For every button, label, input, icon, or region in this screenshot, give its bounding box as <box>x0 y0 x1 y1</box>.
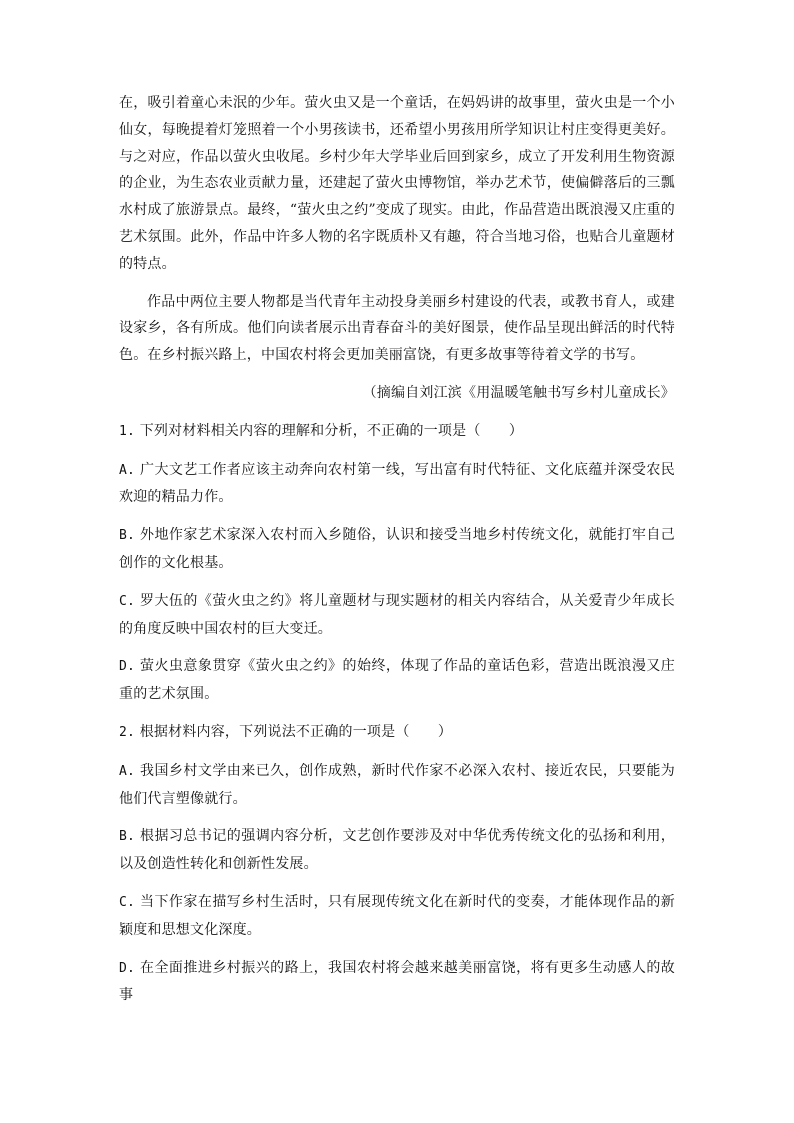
option-label: D. <box>119 659 136 675</box>
question-1-option-d <box>119 653 675 708</box>
option-label: C. <box>119 894 136 910</box>
option-label: C. <box>119 593 136 609</box>
question-1-text: 下列对材料相关内容的理解和分析，不正确的一项是（ ） <box>139 422 524 439</box>
paragraph-youth-builders: 作品中两位主要人物都是当代青年主动投身美丽乡村建设的代表，或教书育人，或建设家乡，各有所成。他们向读者展示出青春奋斗的美好图景，使作品呈现出鲜活的时代特色。在乡村振兴路上，中国农村将会更加美丽富饶，有更多故事等待着文学的书写。 <box>119 293 675 364</box>
option-text: 当下作家在描写乡村生活时，只有展现传统文化在新时代的变奏，才能体现作品的新颖度和思想文化深度。 <box>119 893 675 938</box>
option-label: B. <box>119 528 136 544</box>
question-2 <box>119 719 675 1009</box>
option-text: 外地作家艺术家深入农村而入乡随俗，认识和接受当地乡村传统文化，就能打牢自己创作的文化根基。 <box>119 527 675 571</box>
option-label: A. <box>119 462 136 478</box>
source-citation: （摘编自刘江滨《用温暖笔触书写乡村儿童成长》 <box>362 384 675 401</box>
question-2-text: 根据材料内容，下列说法不正确的一项是（ ） <box>139 723 453 740</box>
option-text: 萤火虫意象贯穿《萤火虫之约》的始终，体现了作品的童话色彩，营造出既浪漫又庄重的艺术氛围。 <box>119 658 675 703</box>
question-1-option-c <box>119 588 675 643</box>
question-2-option-b <box>119 823 675 878</box>
option-label: A. <box>119 763 136 779</box>
option-text: 我国乡村文学由来已久，创作成熟，新时代作家不必深入农村、接近农民，只要能为他们代言塑像就行。 <box>119 762 675 807</box>
option-label: D. <box>119 960 136 976</box>
option-text: 罗大伍的《萤火虫之约》将儿童题材与现实题材的相关内容结合，从关爱青少年成长的角度反映中国农村的巨大变迁。 <box>119 592 675 637</box>
question-1-option-a <box>119 457 675 512</box>
paragraph-continuation: 在，吸引着童心未泯的少年。萤火虫又是一个童话，在妈妈讲的故事里，萤火虫是一个小仙女，每晚提着灯笼照着一个小男孩读书，还希望小男孩用所学知识让村庄变得更美好。与之对应，作品以萤火虫收尾。乡村少年大学毕业后回到家乡，成立了开发利用生物资源的企业，为生态农业贡献力量，还建起了萤火虫博物馆，举办艺术节，使偏僻落后的三瓢水村成了旅游景点。最终，“萤火虫之约”变成了现实。由此，作品营造出既浪漫又庄重的艺术氛围。此外，作品中许多人物的名字既质朴又有趣，符合当地习俗，也贴合儿童题材的特点。 <box>119 95 675 272</box>
option-text: 根据习总书记的强调内容分析，文艺创作要涉及对中华优秀传统文化的弘扬和利用，以及创造性转化和创新性发展。 <box>119 828 675 873</box>
question-2-number: 2. <box>119 724 136 740</box>
question-1 <box>119 418 675 708</box>
question-2-stem <box>119 719 675 747</box>
question-2-option-c <box>119 889 675 944</box>
question-2-option-a <box>119 758 675 813</box>
question-2-option-d <box>119 955 675 1010</box>
option-text: 广大文艺工作者应该主动奔向农村第一线，写出富有时代特征、文化底蕴并深受农民欢迎的精品力作。 <box>119 461 675 506</box>
question-1-stem <box>119 418 675 446</box>
question-1-option-b <box>119 522 675 577</box>
question-1-number: 1. <box>119 423 136 439</box>
option-text: 在全面推进乡村振兴的路上，我国农村将会越来越美丽富饶，将有更多生动感人的故事 <box>119 959 675 1004</box>
option-label: B. <box>119 829 136 845</box>
document-body <box>119 90 675 1020</box>
